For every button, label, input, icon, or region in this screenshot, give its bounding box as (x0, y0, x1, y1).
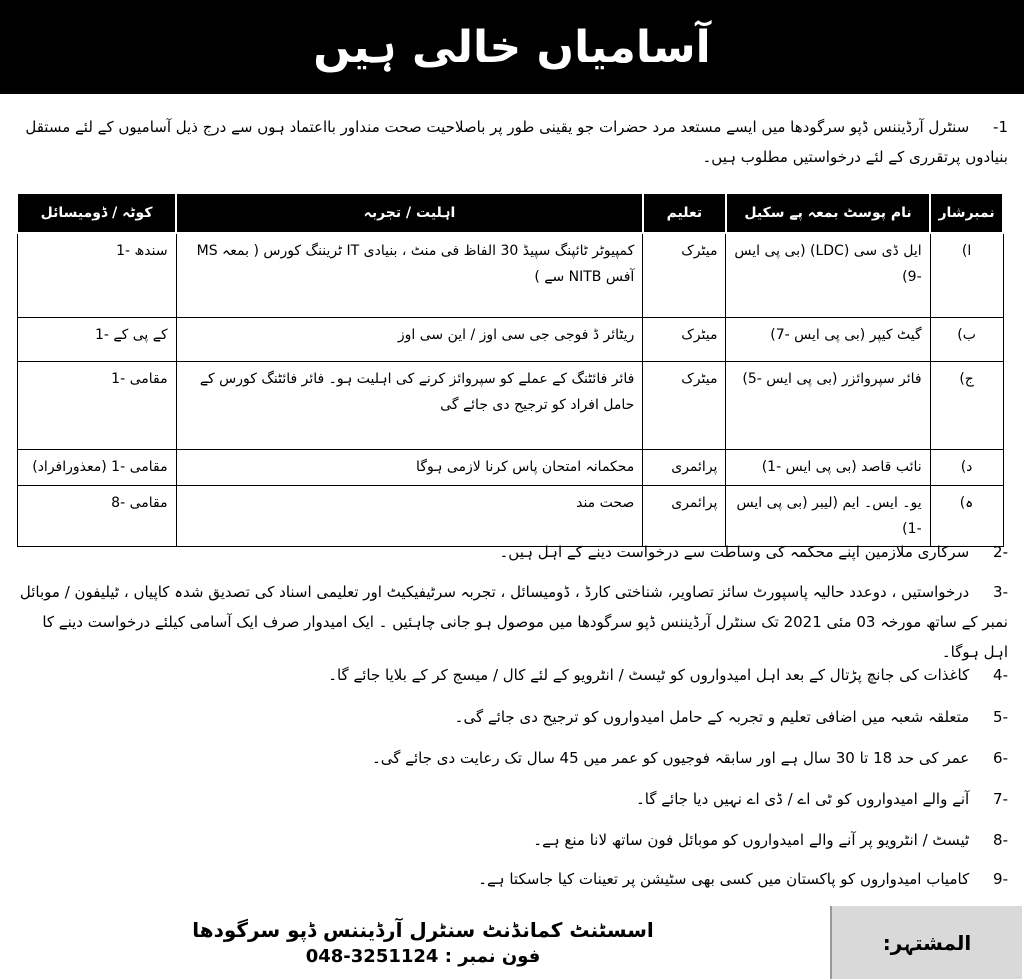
intro-number: 1- (993, 118, 1008, 136)
point-text: سرکاری ملازمین اپنے محکمہ کی وساطت سے درخواست دینے کے اہل ہیں۔ (499, 543, 970, 561)
cell-qualification: فائر فائٹنگ کے عملے کو سپروائز کرنے کی اہلیت ہو۔ فائر فائٹنگ کورس کے حامل افراد کو ترجیح دی جائے گی (176, 361, 643, 449)
table-row (17, 449, 1003, 485)
cell-post: ایل ڈی سی (LDC) (بی پی ایس -9) (726, 233, 930, 317)
point-text: آنے والے امیدواروں کو ٹی اے / ڈی اے نہیں دیا جائے گا۔ (635, 790, 970, 808)
point-number: -8 (993, 831, 1008, 849)
cell-education: پرائمری (643, 485, 726, 546)
advertiser-footer (16, 906, 1022, 979)
cell-post: نائب قاصد (بی پی ایس -1) (726, 449, 930, 485)
phone-number: 048-3251124 (305, 946, 439, 967)
page-title: آسامیاں خالی ہیں (313, 21, 711, 73)
cell-serial: ج) (930, 361, 1003, 449)
cell-qualification: ریٹائر ڈ فوجی جی سی اوز / این سی اوز (176, 317, 643, 361)
cell-quota: مقامی -1 (17, 361, 176, 449)
header-quota: کوٹہ / ڈومیسائل (17, 193, 176, 233)
point-4 (18, 660, 1008, 690)
intro-paragraph (18, 112, 1008, 172)
cell-post: گیٹ کیپر (بی پی ایس -7) (726, 317, 930, 361)
point-text: متعلقہ شعبہ میں اضافی تعلیم و تجربہ کے حامل امیدواروں کو ترجیح دی جائے گی۔ (454, 708, 970, 726)
cell-qualification: کمپیوٹر ٹائپنگ سپیڈ 30 الفاظ فی منٹ ، بنیادی IT ٹریننگ کورس ( بمعہ MS آفس NITB سے ) (176, 233, 643, 317)
table-row (17, 317, 1003, 361)
vacancy-table (16, 192, 1004, 547)
point-text: عمر کی حد 18 تا 30 سال ہے اور سابقہ فوجیوں کو عمر میں 45 سال تک رعایت دی جائے گی۔ (371, 749, 970, 767)
intro-text: سنٹرل آرڈیننس ڈپو سرگودھا میں ایسے مستعد مرد حضرات جو یقینی طور پر باصلاحیت صحت منداور بااعتماد ہوں سے درج ذیل آسامیوں کے لئے مستقل بنیادوں پرتقرری کے لئے درخواستیں مطلوب ہیں۔ (25, 118, 1008, 166)
cell-serial: ہ) (930, 485, 1003, 546)
point-5 (18, 702, 1008, 732)
point-text: درخواستیں ، دوعدد حالیہ پاسپورٹ سائز تصاویر، شناختی کارڈ ، ڈومیسائل ، تجربہ سرٹیفیکیٹ اور تعلیمی اسناد کی تصدیق شدہ کاپیاں ، ٹیلیفون / موبائل نمبر کے ساتھ مورخہ 03 مئی 2021 تک سنٹرل آرڈیننس ڈپو سرگودھا میں موصول ہو جانی چاہئیں ۔ ایک امیدوار صرف ایک آسامی کیلئے درخواست دینے کا اہل ہوگا۔ (19, 583, 1008, 661)
cell-education: میٹرک (643, 361, 726, 449)
point-9 (18, 864, 1008, 894)
point-number: -5 (993, 708, 1008, 726)
advertiser-label: المشتہر: (882, 930, 972, 955)
advertiser-name: اسسٹنٹ کمانڈنٹ سنٹرل آرڈیننس ڈپو سرگودھا (192, 918, 654, 942)
cell-education: میٹرک (643, 317, 726, 361)
point-text: کامیاب امیدواروں کو پاکستان میں کسی بھی سٹیشن پر تعینات کیا جاسکتا ہے۔ (478, 870, 970, 888)
header-qualification: اہلیت / تجربہ (176, 193, 643, 233)
cell-education: میٹرک (643, 233, 726, 317)
point-number: -4 (993, 666, 1008, 684)
point-number: -7 (993, 790, 1008, 808)
point-3 (18, 577, 1008, 667)
point-8 (18, 825, 1008, 855)
cell-qualification: صحت مند (176, 485, 643, 546)
cell-quota: سندھ -1 (17, 233, 176, 317)
point-text: کاغذات کی جانچ پڑتال کے بعد اہل امیدواروں کو ٹیسٹ / انٹرویو کے لئے کال / میسج کر کے بلایا جائے گا۔ (328, 666, 970, 684)
cell-quota: کے پی کے -1 (17, 317, 176, 361)
point-2 (18, 537, 1008, 567)
header-post: نام پوسٹ بمعہ پے سکیل (726, 193, 930, 233)
point-number: -9 (993, 870, 1008, 888)
phone-label: فون نمبر : (444, 946, 541, 967)
cell-qualification: محکمانہ امتحان پاس کرنا لازمی ہوگا (176, 449, 643, 485)
cell-post: یو۔ ایس۔ ایم (لیبر (بی پی ایس -1) (726, 485, 930, 546)
table-header-row (17, 193, 1003, 233)
advertiser-phone-line (306, 946, 541, 967)
cell-quota: مقامی -1 (معذورافراد) (17, 449, 176, 485)
cell-quota: مقامی -8 (17, 485, 176, 546)
header-education: تعلیم (643, 193, 726, 233)
header-serial: نمبرشار (930, 193, 1003, 233)
cell-serial: ب) (930, 317, 1003, 361)
cell-serial: د) (930, 449, 1003, 485)
cell-education: پرائمری (643, 449, 726, 485)
header-banner (0, 0, 1024, 94)
table-row (17, 361, 1003, 449)
cell-post: فائر سپروائزر (بی پی ایس -5) (726, 361, 930, 449)
cell-serial: ا) (930, 233, 1003, 317)
advertiser-box (16, 906, 832, 979)
point-number: -3 (993, 583, 1008, 601)
point-number: -2 (993, 543, 1008, 561)
point-7 (18, 784, 1008, 814)
table-row (17, 233, 1003, 317)
point-text: ٹیسٹ / انٹرویو پر آنے والے امیدواروں کو موبائل فون ساتھ لانا منع ہے۔ (533, 831, 970, 849)
point-6 (18, 743, 1008, 773)
point-number: -6 (993, 749, 1008, 767)
